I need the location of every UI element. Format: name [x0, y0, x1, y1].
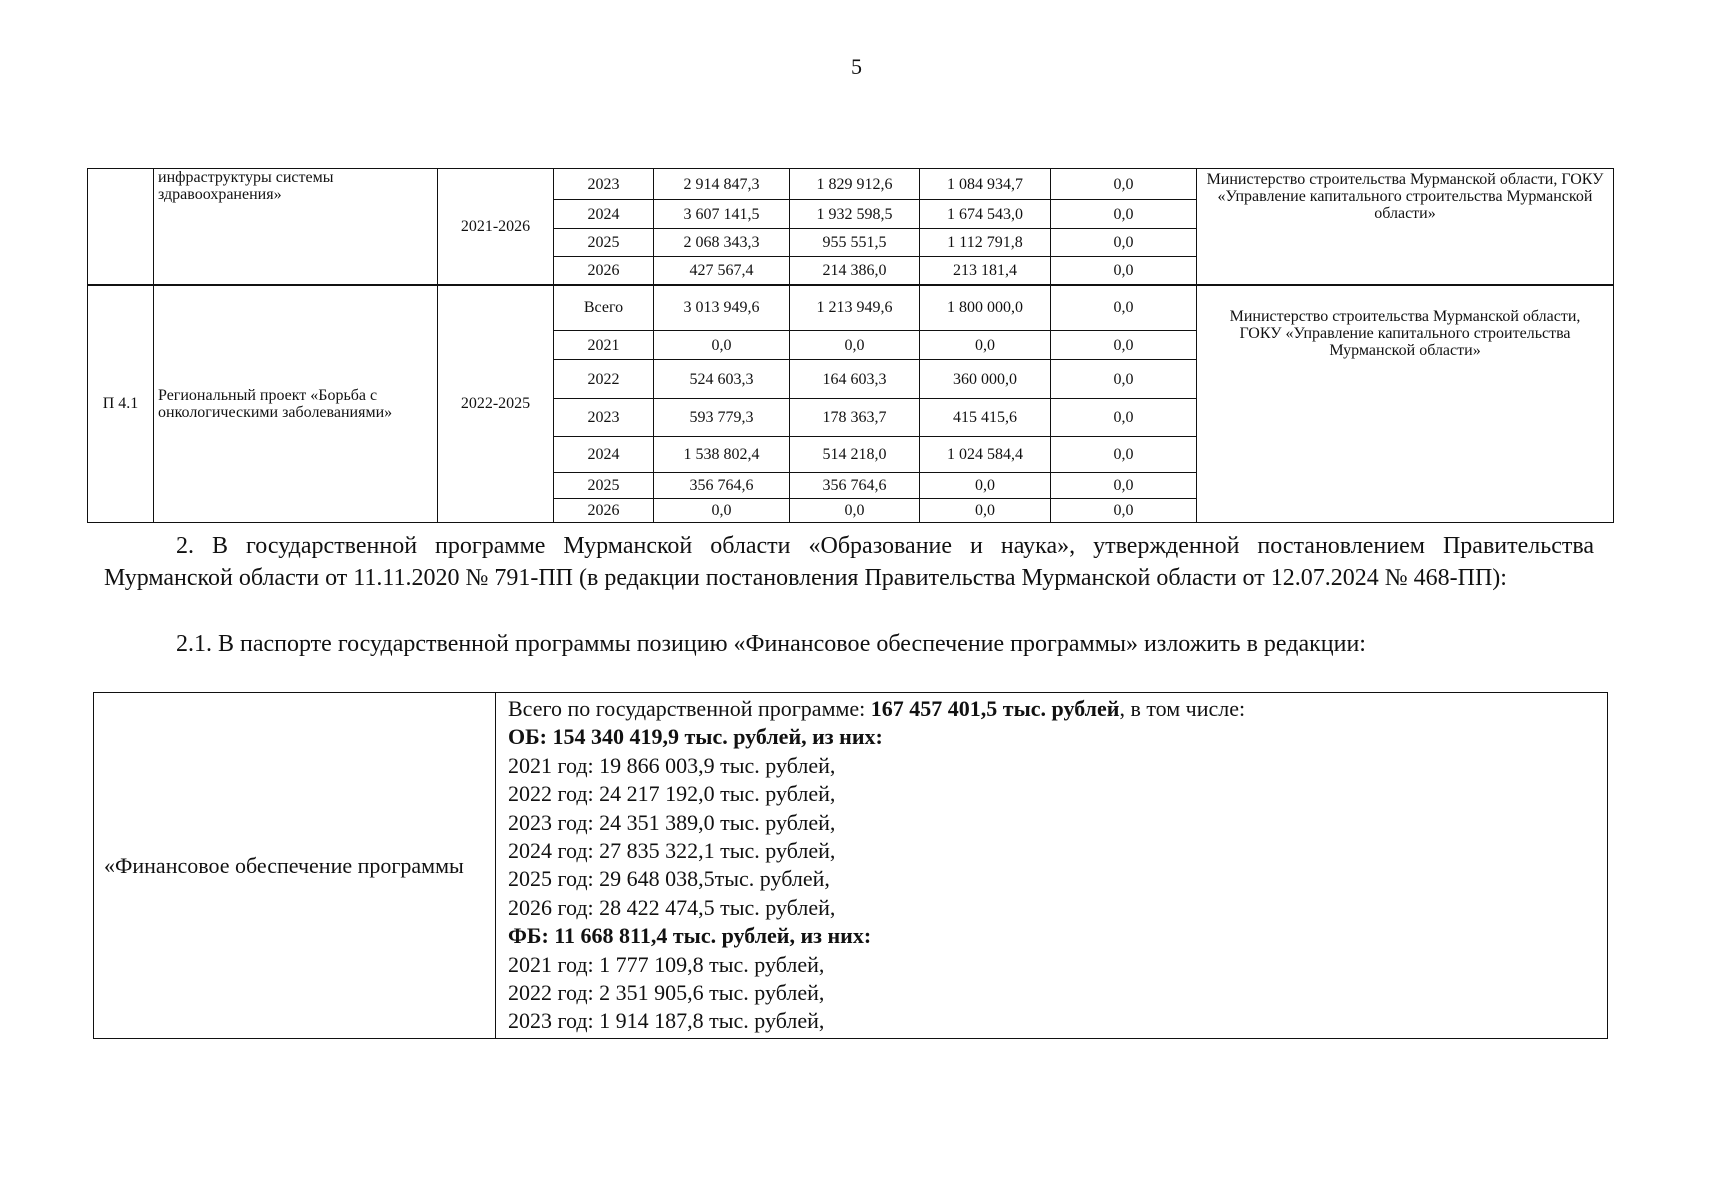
- total-line: [508, 695, 1607, 723]
- value-cell: 0,0: [1051, 285, 1197, 331]
- year-cell: 2026: [554, 257, 654, 285]
- ob-year-line: 2022 год: 24 217 192,0 тыс. рублей,: [508, 781, 836, 807]
- year-cell: 2025: [554, 473, 654, 499]
- value-cell: 213 181,4: [920, 257, 1051, 285]
- value-cell: 1 800 000,0: [920, 285, 1051, 331]
- value-cell: 1 932 598,5: [790, 200, 920, 229]
- value-cell: 0,0: [790, 499, 920, 523]
- ob-year-line: 2026 год: 28 422 474,5 тыс. рублей,: [508, 894, 836, 920]
- ob-year-line: 2021 год: 19 866 003,9 тыс. рублей,: [508, 752, 836, 778]
- period-cell: 2021-2026: [438, 169, 554, 285]
- row-code-cell: [88, 169, 154, 285]
- year-cell: 2025: [554, 229, 654, 257]
- value-cell: 0,0: [1051, 437, 1197, 473]
- total-value-cell: 2 068 343,3: [654, 229, 790, 257]
- value-cell: 1 829 912,6: [790, 169, 920, 200]
- ob-year-line: 2024 год: 27 835 322,1 тыс. рублей,: [508, 838, 836, 864]
- value-cell: 1 024 584,4: [920, 437, 1051, 473]
- value-cell: 0,0: [790, 331, 920, 360]
- total-value-cell: 427 567,4: [654, 257, 790, 285]
- paragraph-2: 2. В государственной программе Мурманской области «Образование и наука», утвержденной постановлением Правительства Мурманской области от 11.11.2020 № 791-ПП (в редакции постановления Правительства Мурманской области от 12.07.2024 № 468-ПП):: [104, 533, 1594, 591]
- total-value-cell: 1 538 802,4: [654, 437, 790, 473]
- total-value-cell: 0,0: [654, 499, 790, 523]
- value-cell: 0,0: [920, 331, 1051, 360]
- total-value: 167 457 401,5 тыс. рублей: [870, 696, 1120, 721]
- period-cell: 2022-2025: [438, 285, 554, 523]
- page-number: 5: [851, 54, 862, 79]
- fb-heading: ФБ: 11 668 811,4 тыс. рублей, из них:: [508, 923, 872, 949]
- value-cell: 214 386,0: [790, 257, 920, 285]
- paragraph-2-1: 2.1. В паспорте государственной программы позицию «Финансовое обеспечение программы» изложить в редакции:: [176, 631, 1366, 657]
- value-cell: 0,0: [1051, 229, 1197, 257]
- value-cell: 0,0: [920, 499, 1051, 523]
- total-prefix: Всего по государственной программе:: [508, 696, 871, 721]
- value-cell: 415 415,6: [920, 399, 1051, 437]
- value-cell: 1 213 949,6: [790, 285, 920, 331]
- total-value-cell: 356 764,6: [654, 473, 790, 499]
- value-cell: 164 603,3: [790, 360, 920, 399]
- total-value-cell: 524 603,3: [654, 360, 790, 399]
- value-cell: 514 218,0: [790, 437, 920, 473]
- responsible-line: ГОКУ «Управление капитального строительства Мурманской области»: [1239, 324, 1571, 359]
- total-value-cell: 3 607 141,5: [654, 200, 790, 229]
- value-cell: 955 551,5: [790, 229, 920, 257]
- financing-label-cell: «Финансовое обеспечение программы: [94, 693, 496, 1039]
- year-cell: 2024: [554, 200, 654, 229]
- financing-value-cell: [496, 693, 1608, 1039]
- value-cell: 1 112 791,8: [920, 229, 1051, 257]
- ob-year-line: 2023 год: 24 351 389,0 тыс. рублей,: [508, 809, 836, 835]
- passport-table: [93, 692, 1608, 1039]
- value-cell: 356 764,6: [790, 473, 920, 499]
- value-cell: 0,0: [1051, 257, 1197, 285]
- total-value-cell: 2 914 847,3: [654, 169, 790, 200]
- year-cell: Всего: [554, 285, 654, 331]
- value-cell: 0,0: [1051, 360, 1197, 399]
- year-cell: 2022: [554, 360, 654, 399]
- responsible-cell: Министерство строительства Мурманской области, ГОКУ «Управление капитального строительства Мурманской области»: [1197, 169, 1614, 285]
- value-cell: 1 674 543,0: [920, 200, 1051, 229]
- value-cell: 0,0: [1051, 499, 1197, 523]
- year-cell: 2026: [554, 499, 654, 523]
- event-name-cell: инфраструктуры системы здравоохранения»: [154, 169, 438, 285]
- fb-year-line: 2023 год: 1 914 187,8 тыс. рублей,: [508, 1008, 825, 1034]
- fb-year-line: 2021 год: 1 777 109,8 тыс. рублей,: [508, 951, 825, 977]
- value-cell: 0,0: [1051, 169, 1197, 200]
- value-cell: 1 084 934,7: [920, 169, 1051, 200]
- responsible-cell: [1197, 285, 1614, 523]
- ob-heading: ОБ: 154 340 419,9 тыс. рублей, из них:: [508, 724, 883, 750]
- event-name-cell: Региональный проект «Борьба с онкологическими заболеваниями»: [154, 285, 438, 523]
- ob-year-line: 2025 год: 29 648 038,5тыс. рублей,: [508, 866, 830, 892]
- year-cell: 2023: [554, 399, 654, 437]
- responsible-line: Министерство строительства Мурманской области,: [1229, 307, 1581, 325]
- total-value-cell: 0,0: [654, 331, 790, 360]
- total-value-cell: 3 013 949,6: [654, 285, 790, 331]
- total-suffix: , в том числе:: [1119, 696, 1246, 721]
- value-cell: 0,0: [1051, 331, 1197, 360]
- year-cell: 2023: [554, 169, 654, 200]
- value-cell: 178 363,7: [790, 399, 920, 437]
- row-code-cell: П 4.1: [88, 285, 154, 523]
- value-cell: 0,0: [1051, 399, 1197, 437]
- value-cell: 360 000,0: [920, 360, 1051, 399]
- funding-table: [87, 168, 1614, 523]
- fb-year-line: 2022 год: 2 351 905,6 тыс. рублей,: [508, 980, 825, 1006]
- value-cell: 0,0: [1051, 473, 1197, 499]
- value-cell: 0,0: [920, 473, 1051, 499]
- year-cell: 2021: [554, 331, 654, 360]
- year-cell: 2024: [554, 437, 654, 473]
- total-value-cell: 593 779,3: [654, 399, 790, 437]
- value-cell: 0,0: [1051, 200, 1197, 229]
